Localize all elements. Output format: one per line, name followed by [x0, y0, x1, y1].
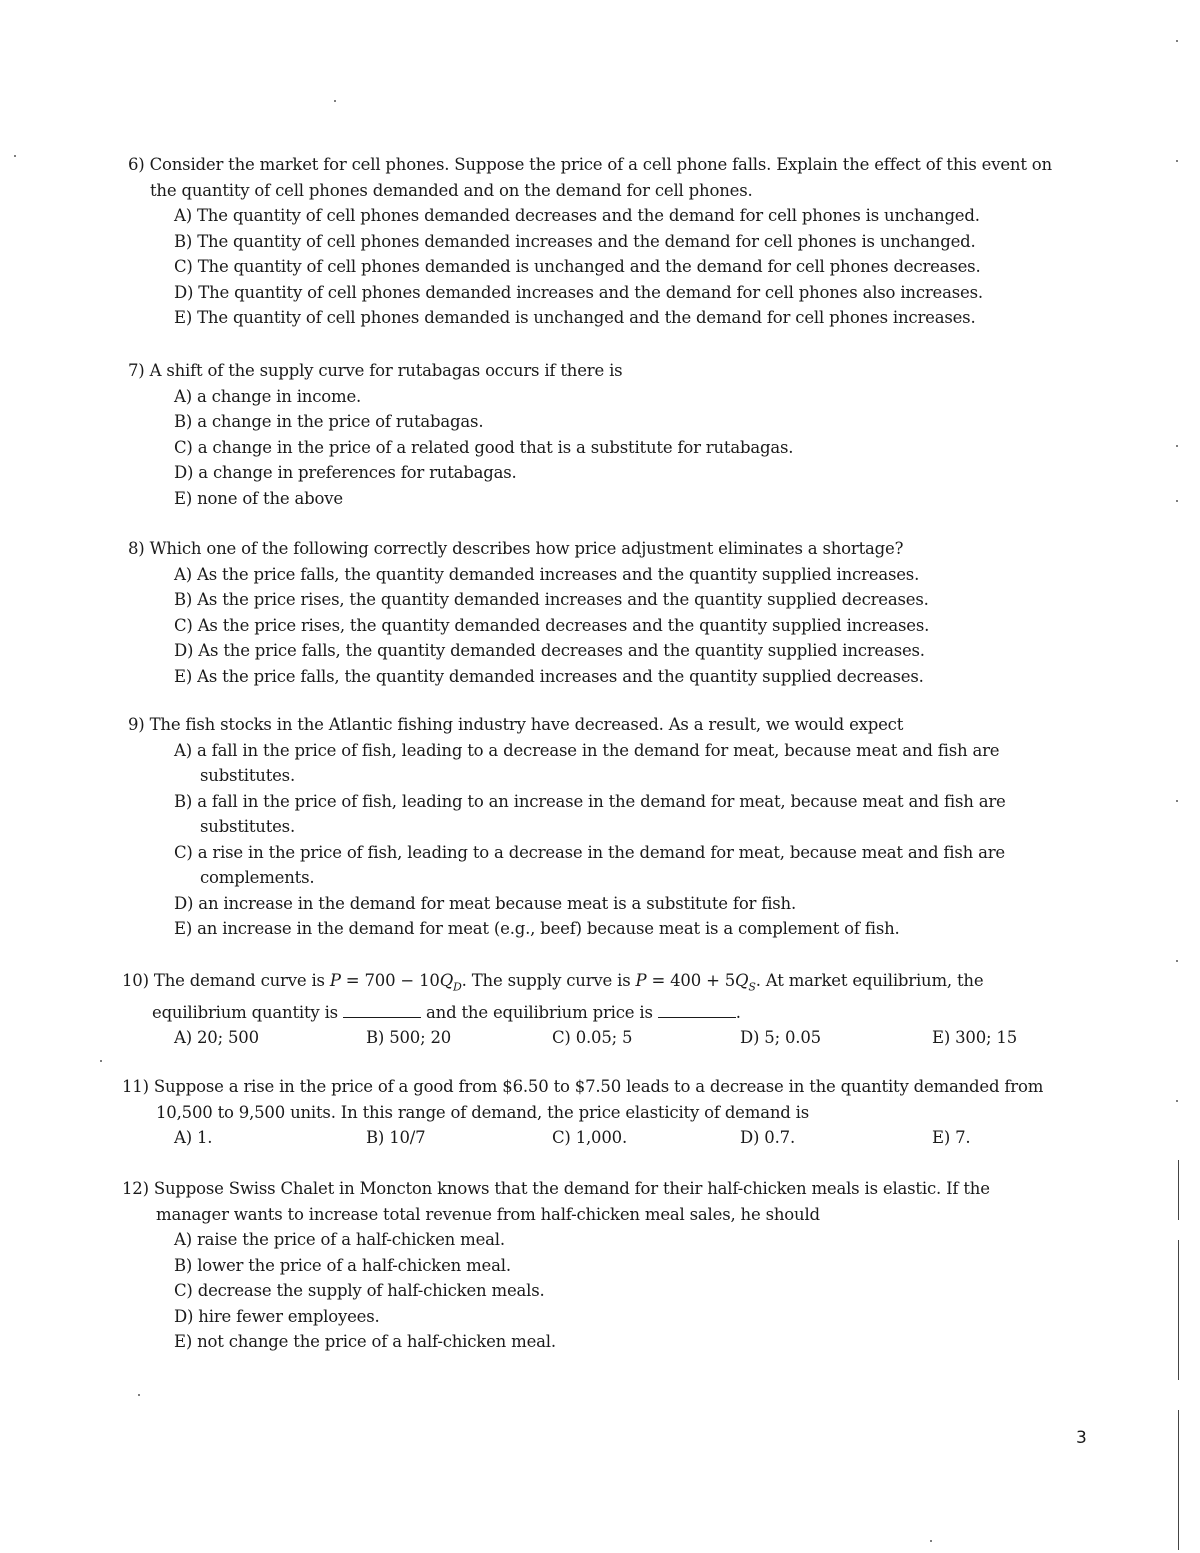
option-line: A) a fall in the price of fish, leading to a decrease in the demand for meat, because meat and fish are	[174, 740, 1000, 760]
equation-text: = 700 − 10	[340, 971, 440, 990]
stem-line: Which one of the following correctly describes how price adjustment eliminates a shortage?	[149, 539, 904, 558]
option-b: B) As the price rises, the quantity demanded increases and the quantity supplied decreases.	[174, 590, 929, 609]
option-a: A) 20; 500	[174, 1028, 259, 1048]
scan-edge-mark	[1178, 1160, 1179, 1220]
option-b	[128, 789, 1068, 840]
option-a: A) As the price falls, the quantity demanded increases and the quantity supplied increases.	[174, 564, 920, 584]
question-stem	[128, 536, 1068, 562]
option-e: E) 300; 15	[932, 1028, 1018, 1048]
stem-line: 10,500 to 9,500 units. In this range of demand, the price elasticity of demand is	[156, 1102, 810, 1122]
scan-speck	[1176, 800, 1178, 802]
option-a: A) 1.	[174, 1128, 213, 1147]
question-number: 9)	[128, 715, 145, 734]
option-b: B) The quantity of cell phones demanded increases and the demand for cell phones is unchanged.	[174, 231, 976, 251]
option-b: B) lower the price of a half-chicken meal.	[174, 1255, 511, 1275]
option-line: substitutes.	[200, 766, 295, 785]
scan-speck	[100, 1060, 102, 1062]
question-stem	[122, 968, 1062, 1025]
question-number: 11)	[122, 1077, 149, 1096]
option-e: E) 7.	[932, 1128, 971, 1147]
option-d: D) an increase in the demand for meat because meat is a substitute for fish.	[174, 893, 797, 913]
option-line: substitutes.	[200, 817, 295, 836]
question-stem	[128, 712, 1068, 738]
option-a	[128, 738, 1068, 789]
option-d: D) As the price falls, the quantity demanded decreases and the quantity supplied increases.	[174, 641, 925, 660]
option-b: B) 10/7	[366, 1128, 426, 1147]
question-7	[128, 358, 1068, 511]
option-d: D) 0.7.	[740, 1128, 795, 1147]
stem-line: the quantity of cell phones demanded and on the demand for cell phones.	[150, 180, 753, 200]
page-number: 3	[1076, 1428, 1087, 1448]
scan-speck	[930, 1540, 932, 1542]
option-b: B) 500; 20	[366, 1028, 452, 1048]
option-c: C) decrease the supply of half-chicken meals.	[174, 1281, 545, 1300]
question-9	[128, 712, 1068, 942]
option-e: E) an increase in the demand for meat (e.g., beef) because meat is a complement of fish.	[174, 919, 900, 938]
option-row	[122, 1025, 1062, 1051]
option-d: D) The quantity of cell phones demanded increases and the demand for cell phones also increases.	[174, 282, 983, 302]
equation-text: = 400 + 5	[646, 971, 736, 990]
question-stem	[128, 358, 1068, 384]
stem-line: equilibrium quantity is and the equilibrium price is .	[152, 1002, 741, 1022]
option-row	[122, 1125, 1062, 1151]
subscript: D	[453, 980, 462, 994]
option-c: C) The quantity of cell phones demanded is unchanged and the demand for cell phones decreases.	[174, 257, 981, 276]
answer-blank	[343, 1003, 421, 1018]
option-line: C) a rise in the price of fish, leading to a decrease in the demand for meat, because meat and fish are	[174, 842, 1005, 862]
option-e: E) not change the price of a half-chicken meal.	[174, 1332, 556, 1351]
question-11	[122, 1074, 1062, 1151]
option-d: D) 5; 0.05	[740, 1028, 821, 1048]
option-d: D) hire fewer employees.	[174, 1306, 380, 1326]
quantity-variable: Q	[439, 971, 454, 990]
option-line: complements.	[200, 868, 315, 887]
scan-speck	[138, 1394, 140, 1396]
question-stem	[128, 152, 1068, 203]
option-c	[128, 840, 1068, 891]
option-d: D) a change in preferences for rutabagas.	[174, 463, 517, 482]
question-12	[122, 1176, 1062, 1355]
scan-speck	[1176, 1100, 1178, 1102]
scan-speck	[1176, 40, 1178, 42]
question-number: 12)	[122, 1179, 149, 1198]
answer-blank	[658, 1003, 736, 1018]
question-stem	[122, 1176, 1062, 1227]
question-number: 6)	[128, 155, 145, 174]
quantity-variable: Q	[735, 971, 749, 990]
subscript: S	[748, 980, 756, 994]
question-10	[122, 968, 1062, 1051]
stem-line: manager wants to increase total revenue from half-chicken meal sales, he should	[156, 1204, 820, 1224]
price-variable: P	[635, 971, 647, 990]
option-c: C) As the price rises, the quantity demanded decreases and the quantity supplied increases.	[174, 615, 930, 635]
option-e: E) none of the above	[174, 488, 343, 508]
option-c: C) a change in the price of a related good that is a substitute for rutabagas.	[174, 437, 794, 457]
scan-speck	[1176, 960, 1178, 962]
option-b: B) a change in the price of rutabagas.	[174, 412, 484, 431]
option-a: A) raise the price of a half-chicken meal.	[174, 1230, 505, 1249]
scan-edge-mark	[1178, 1410, 1179, 1550]
option-e: E) The quantity of cell phones demanded is unchanged and the demand for cell phones increases.	[174, 308, 976, 327]
option-line: B) a fall in the price of fish, leading to an increase in the demand for meat, because meat and fish are	[174, 791, 1006, 811]
question-number: 8)	[128, 539, 145, 558]
stem-text: . At market equilibrium, the	[755, 971, 984, 990]
stem-line: The fish stocks in the Atlantic fishing industry have decreased. As a result, we would expect	[149, 715, 904, 734]
stem-line: Consider the market for cell phones. Suppose the price of a cell phone falls. Explain the effect of this event on	[149, 155, 1052, 174]
question-8	[128, 536, 1068, 689]
stem-line: Suppose a rise in the price of a good from $6.50 to $7.50 leads to a decrease in the quantity demanded from	[153, 1077, 1044, 1096]
stem-line: Suppose Swiss Chalet in Moncton knows that the demand for their half-chicken meals is elastic. If the	[153, 1179, 990, 1198]
question-number: 7)	[128, 361, 145, 380]
option-a: A) a change in income.	[174, 386, 362, 406]
scan-speck	[334, 100, 336, 102]
scan-speck	[1176, 500, 1178, 502]
stem-text: . The supply curve is	[461, 971, 636, 990]
scan-speck	[1176, 160, 1178, 162]
stem-line: A shift of the supply curve for rutabagas occurs if there is	[149, 361, 623, 380]
option-e: E) As the price falls, the quantity demanded increases and the quantity supplied decreases.	[174, 666, 924, 686]
question-stem	[122, 1074, 1062, 1125]
option-c: C) 1,000.	[552, 1128, 627, 1147]
scan-speck	[14, 155, 16, 157]
option-c: C) 0.05; 5	[552, 1028, 633, 1048]
scan-edge-mark	[1178, 1240, 1179, 1380]
option-a: A) The quantity of cell phones demanded decreases and the demand for cell phones is unchanged.	[174, 206, 980, 225]
question-number: 10)	[122, 971, 149, 990]
stem-text: The demand curve is	[153, 971, 330, 990]
question-6	[128, 152, 1068, 331]
scan-speck	[1176, 445, 1178, 447]
price-variable: P	[329, 971, 341, 990]
